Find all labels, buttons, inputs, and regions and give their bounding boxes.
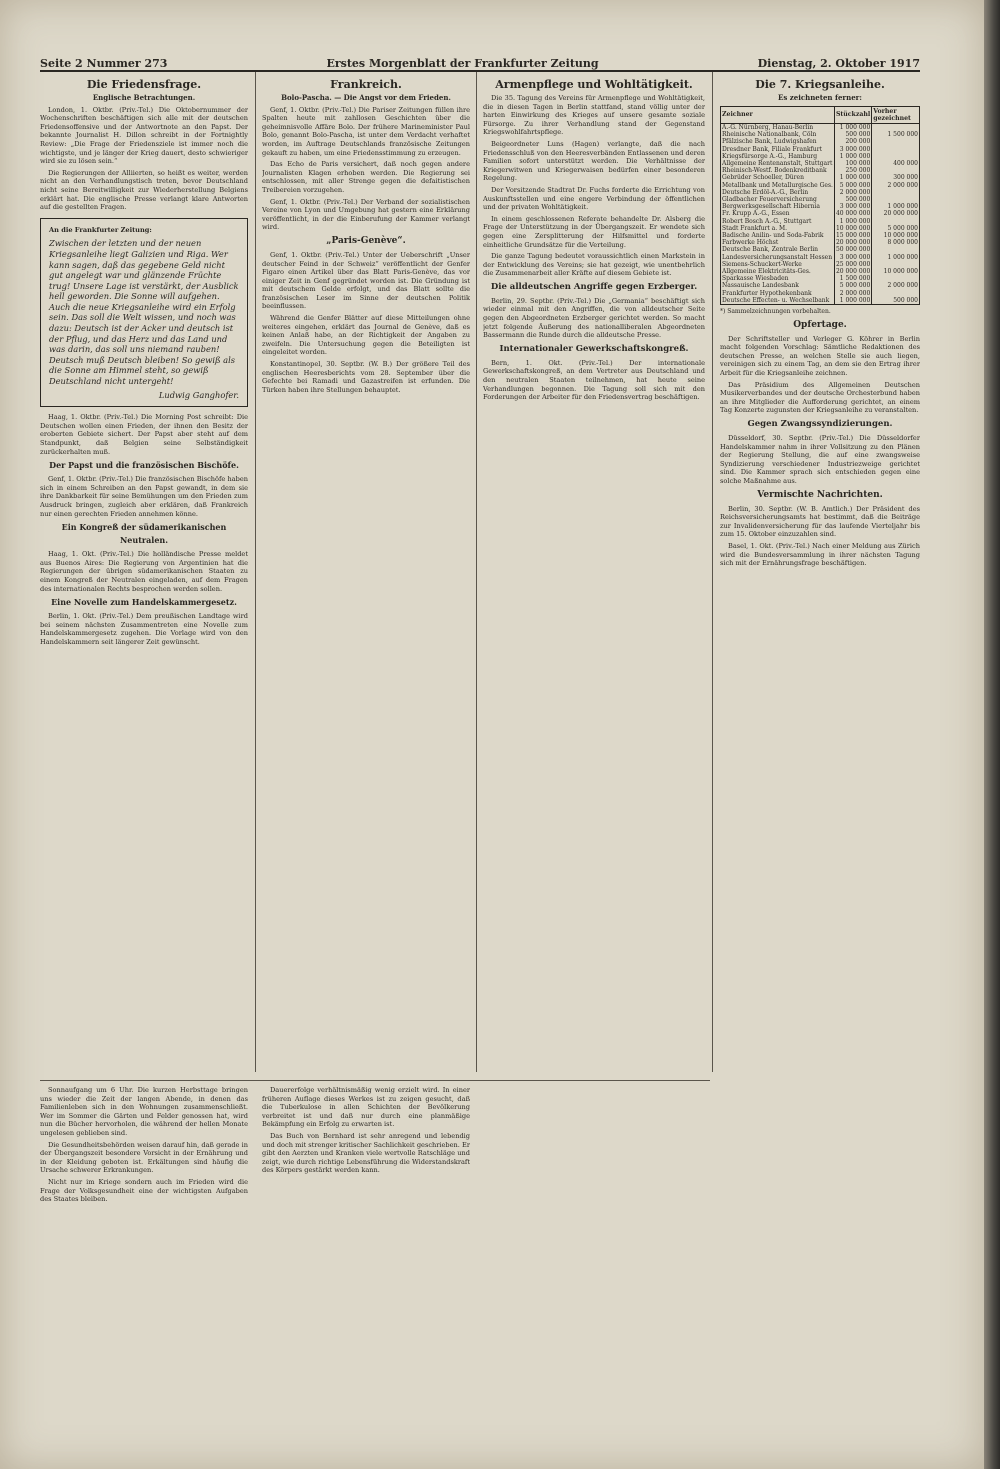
table-cell: Landesversicherungsanstalt Hessen bbox=[721, 254, 835, 261]
headline-zwangssyndizierungen: Gegen Zwangssyndizierungen. bbox=[747, 419, 893, 430]
subheadline-englische-betrachtungen: Englische Betrachtungen. bbox=[92, 93, 196, 102]
masthead bbox=[40, 50, 920, 72]
table-cell: 500 000 bbox=[872, 297, 920, 305]
table-cell bbox=[872, 124, 920, 132]
table-row bbox=[721, 254, 920, 261]
table-cell bbox=[872, 189, 920, 196]
table-cell: 15 000 000 bbox=[835, 232, 871, 240]
table-cell: 2 000 000 bbox=[834, 189, 871, 196]
column-rule bbox=[476, 72, 477, 1072]
table-row bbox=[721, 167, 920, 174]
table-cell: 10 000 000 bbox=[872, 232, 920, 239]
article-paragraph: Berlin, 1. Okt. (Priv.-Tel.) Dem preußischen Landtage wird bei seinem nächsten Zusammentreten eine Novelle zum Handelskammergesetz zugehen. Die Vorlage wird von den Handelskammern seit längerer Zeit gewünscht. bbox=[40, 612, 248, 646]
article-paragraph: Berlin, 30. Septbr. (W. B. Amtlich.) Der Präsident des Reichsversicherungsamts hat bestimmt, daß die Beiträge zur Invalidenversicherung für das laufende Vierteljahr bis zum 15. Oktober einzuzahlen sind. bbox=[720, 504, 920, 539]
table-cell bbox=[872, 196, 920, 203]
table-cell: Gladbacher Feuerversicherung bbox=[721, 196, 835, 203]
table-header-cell: Zeichner bbox=[721, 106, 835, 123]
article-paragraph: Die 35. Tagung des Vereins für Armenpflege und Wohltätigkeit, die in diesen Tagen in Berlin stattfand, stand völlig unter der harten Einwirkung des Krieges auf unsere gesamte soziale Fürsorge. Zu ihrer Verhandlung stand der Gegenstand Kriegswohlfahrtspflege. bbox=[483, 94, 705, 137]
table-cell: 1 500 000 bbox=[872, 131, 920, 138]
table-cell: 20 000 000 bbox=[872, 210, 920, 217]
article-paragraph: Die ganze Tagung bedeutet voraussichtlich einen Markstein in der Entwicklung des Vereins; sie hat gezeigt, wie unentbehrlich die Zusammenarbeit aller Kräfte auf diesem Gebiete ist. bbox=[483, 252, 705, 278]
article-paragraph: Genf, 1. Oktbr. (Priv.-Tel.) Die Pariser Zeitungen füllen ihre Spalten heute mit zahllosen Geschichten über die geheimnisvolle Affäre Bolo. Der frühere Marineminister Paul Bolo, genannt Bolo-Pascha, ist unter dem Verdacht verhaftet worden, im Auftrage Deutschlands französische Zeitungen gekauft zu haben, um eine Friedensstimmung zu erzeugen. bbox=[262, 105, 470, 157]
table-cell: Sparkasse Wiesbaden bbox=[721, 275, 835, 282]
table-row bbox=[721, 153, 920, 160]
table-cell: 2 000 000 bbox=[834, 290, 871, 297]
subheadline-es-zeichneten: Es zeichneten ferner: bbox=[778, 93, 862, 102]
table-row bbox=[721, 182, 920, 189]
article-paragraph: Berlin, 29. Septbr. (Priv.-Tel.) Die „Germania“ beschäftigt sich wieder einmal mit den Angriffen, die von alldeutscher Seite gegen den Abgeordneten Erzberger gerichtet werden. So macht jetzt folgende Äußerung des nationalliberalen Abgeordneten Bassermann die Runde durch die alldeutsche Presse. bbox=[483, 296, 705, 340]
table-cell bbox=[872, 246, 920, 253]
table-cell: Nassauische Landesbank bbox=[721, 282, 835, 289]
headline-papst-bischoefe: Der Papst und die französischen Bischöfe. bbox=[49, 460, 239, 471]
headline-friedensfrage: Die Friedensfrage. bbox=[86, 78, 202, 91]
page-edge bbox=[984, 0, 1000, 1469]
table-cell: Deutsche Bank, Zentrale Berlin bbox=[721, 246, 835, 253]
box-title: An die Frankfurter Zeitung: bbox=[49, 225, 152, 234]
table-row bbox=[721, 297, 920, 305]
table-cell: 300 000 bbox=[872, 174, 920, 181]
headline-handelskammergesetz: Eine Novelle zum Handelskammergesetz. bbox=[51, 597, 237, 608]
table-row bbox=[721, 232, 920, 239]
column-armenpflege bbox=[483, 76, 705, 1456]
table-cell: Frankfurter Hypothekenbank bbox=[721, 290, 835, 297]
headline-kriegsanleihe: Die 7. Kriegsanleihe. bbox=[755, 78, 885, 91]
table-cell: 5 000 000 bbox=[872, 225, 920, 232]
table-cell: 3 000 000 bbox=[834, 254, 871, 261]
column-friedensfrage bbox=[40, 76, 248, 1076]
column-frankreich bbox=[262, 76, 470, 1076]
table-cell bbox=[872, 218, 920, 225]
table-cell bbox=[872, 146, 920, 153]
table-cell: 250 000 bbox=[834, 167, 871, 174]
headline-frankreich: Frankreich. bbox=[330, 78, 402, 91]
article-paragraph: Während die Genfer Blätter auf diese Mitteilungen ohne weiteres eingehen, erklärt das Journal de Genève, daß es keinen Anlaß habe, an der Richtigkeit der Angaben zu zweifeln. Die Untersuchung gegen die Beteiligten ist eingeleitet worden. bbox=[262, 314, 470, 357]
article-paragraph: Die Gesundheitsbehörden weisen darauf hin, daß gerade in der Übergangszeit besondere Vorsicht in der Ernährung und in der Kleidung geboten ist. Erkältungen sind häufig die Ursache schwerer Erkrankungen. bbox=[40, 1140, 248, 1175]
article-paragraph: Genf, 1. Oktbr. (Priv.-Tel.) Der Verband der sozialistischen Vereine von Lyon und Umgebung hat gestern eine Erklärung veröffentlicht, in der die Einberufung der Kammer verlangt wird. bbox=[262, 197, 470, 232]
table-row bbox=[721, 146, 920, 153]
table-cell: Kriegsfürsorge A.-G., Hamburg bbox=[721, 153, 835, 160]
article-paragraph: Basel, 1. Okt. (Priv.-Tel.) Nach einer Meldung aus Zürich wird die Bundesversammlung in ihrer nächsten Tagung sich mit der Ernährungsfrage beschäftigen. bbox=[720, 541, 920, 568]
table-cell: Deutsche Effecten- u. Wechselbank bbox=[721, 297, 835, 305]
subscription-table bbox=[720, 106, 920, 305]
table-cell: Allgemeine Rentenanstalt, Stuttgart bbox=[721, 160, 835, 167]
table-cell: 2 000 000 bbox=[872, 182, 920, 189]
article-paragraph: Haag, 1. Okt. (Priv.-Tel.) Die holländische Presse meldet aus Buenos Aires: Die Regierung von Argentinien hat die Regierungen der übrigen südamerikanischen Staaten zu einem Kongreß der Neutralen eingeladen, auf dem Fragen des internationalen Rechts besprochen werden sollen. bbox=[40, 550, 248, 593]
table-row bbox=[721, 203, 920, 210]
table-cell: Stadt Frankfurt a. M. bbox=[721, 225, 835, 232]
table-cell bbox=[872, 138, 920, 145]
table-cell: 1 000 000 bbox=[834, 153, 871, 160]
table-cell: 5 000 000 bbox=[834, 282, 871, 289]
table-row bbox=[721, 268, 920, 275]
table-cell: 500 000 bbox=[834, 131, 871, 138]
ganghofer-poem-box bbox=[40, 218, 248, 408]
article-paragraph: Das Buch von Bernhard ist sehr anregend und lebendig und doch mit strenger kritischer Sachlichkeit geschrieben. Er gibt den Aerzten und Kranken viele wertvolle Ratschläge und zeigt, wie durch richtige Lebensführung die Widerstandskraft des Körpers gestärkt werden kann. bbox=[262, 1131, 470, 1175]
table-cell: Allgemeine Elektricitäts-Ges. bbox=[721, 268, 835, 275]
table-row bbox=[721, 174, 920, 181]
article-paragraph: Genf, 1. Oktbr. (Priv.-Tel.) Die französischen Bischöfe haben sich in einem Schreiben an den Papst gewandt, in dem sie ihre Dankbarkeit für seine Bemühungen um den Frieden zum Ausdruck bringen, zugleich aber erklären, daß Frankreich nur einen gerechten Frieden annehmen könne. bbox=[40, 475, 248, 518]
table-cell bbox=[872, 153, 920, 160]
table-cell: 1 000 000 bbox=[872, 254, 920, 261]
article-paragraph: Das Präsidium des Allgemeinen Deutschen Musikerverbandes und der deutsche Orchesterbund haben an ihre Mitglieder die Aufforderung gerichtet, an einem Tag Konzerte zugunsten der Kriegsanleihe zu veranstalten. bbox=[720, 380, 920, 415]
headline-kongress-neutralen: Ein Kongreß der südamerikanischen Neutralen. bbox=[61, 522, 227, 546]
article-paragraph: Düsseldorf, 30. Septbr. (Priv.-Tel.) Die Düsseldorfer Handelskammer nahm in ihrer Vollsitzung zu den Plänen der Regierung Stellung, die auf eine zwangsweise Syndizierung verschiedener Industriezweige gerichtet sind. Die Kammer sprach sich entschieden gegen eine solche Maßnahme aus. bbox=[720, 434, 920, 485]
table-cell: 20 000 000 bbox=[835, 239, 871, 247]
headline-gewerkschaftskongress: Internationaler Gewerkschaftskongreß. bbox=[499, 343, 689, 354]
table-cell: 3 000 000 bbox=[834, 146, 871, 153]
table-row bbox=[721, 282, 920, 289]
table-cell: Bergwerksgesellschaft Hibernia bbox=[721, 203, 835, 210]
table-row bbox=[721, 290, 920, 297]
table-row bbox=[721, 124, 920, 132]
table-cell bbox=[872, 290, 920, 297]
table-cell bbox=[872, 167, 920, 174]
table-cell: 1 000 000 bbox=[834, 174, 871, 181]
table-row bbox=[721, 225, 920, 232]
headline-vermischte-nachrichten: Vermischte Nachrichten. bbox=[757, 489, 883, 500]
article-paragraph: In einem geschlossenen Referate behandelte Dr. Alsberg die Frage der Unterstützung in der Übergangszeit. Er wendete sich gegen eine Zersplitterung der Hilfsmittel und forderte einheitliche Grundsätze für die Verteilung. bbox=[483, 214, 705, 249]
table-cell: 100 000 bbox=[834, 160, 871, 167]
box-poem-text: Zwischen der letzten und der neuen Kriegsanleihe liegt Galizien und Riga. Wer kann sagen, daß das gegebene Geld nicht gut angelegt war und glänzende Früchte trug! Unsere Lage ist verstärkt, der Ausblick hell geworden. Die Sonne will aufgehen. Auch die neue Kriegsanleihe wird ein Erfolg sein. Das soll die Welt wissen, und noch was dazu: Deutsch ist der Acker und deutsch ist der Pflug, und das Herz und das Land und was darin, das soll uns niemand rauben! Deutsch muß Deutsch bleiben! So gewiß als die Sonne am Himmel steht, so gewiß Deutschland nicht untergeht! bbox=[49, 238, 239, 387]
table-cell: Deutsche Erdöl-A.-G., Berlin bbox=[721, 189, 835, 196]
table-row bbox=[721, 246, 920, 253]
column-kriegsanleihe bbox=[720, 76, 920, 1456]
table-cell: Gebrüder Schoeller, Düren bbox=[721, 174, 835, 181]
table-header-cell: Stückzahl bbox=[834, 106, 871, 123]
article-paragraph: London, 1. Oktbr. (Priv.-Tel.) Die Oktobernummer der Wochenschriften beschäftigen sich alle mit der deutschen Friedensoffensive und der Antwortnote an den Papst. Der bekannte Journalist H. Dillon schreibt in der Fortnightly Review: „Die Frage der Friedensziele ist immer noch die wichtigste, und je länger der Krieg dauert, desto schwieriger wird sie zu lösen sein.“ bbox=[40, 105, 248, 166]
table-cell: A.-G. Nürnberg, Hanau-Berlin bbox=[721, 124, 835, 132]
article-paragraph: Die Regierungen der Alliierten, so heißt es weiter, werden nicht an den Verhandlungstisch treten, bevor Deutschland nicht seine Bereitwilligkeit zur Wiederherstellung Belgiens erklärt hat. Die englische Presse verlangt klare Antworten auf die gestellten Fragen. bbox=[40, 168, 248, 212]
table-row bbox=[721, 131, 920, 138]
table-row bbox=[721, 138, 920, 145]
column-rule bbox=[712, 72, 713, 1072]
table-cell: 1 000 000 bbox=[872, 203, 920, 210]
table-cell: 500 000 bbox=[834, 196, 871, 203]
table-row bbox=[721, 196, 920, 203]
article-paragraph: Dauererfolge verhältnismäßig wenig erzielt wird. In einer früheren Auflage dieses Werkes ist zu zeigen gesucht, daß die Tuberkulose in allen Schichten der Bevölkerung verbreitet ist und daß nur durch eine planmäßige Bekämpfung ein Erfolg zu erwarten ist. bbox=[262, 1086, 470, 1129]
table-row bbox=[721, 261, 920, 268]
table-header-cell: Vorher gezeichnet bbox=[872, 106, 920, 123]
table-row bbox=[721, 275, 920, 282]
article-paragraph: Sonnaufgang um 6 Uhr. Die kurzen Herbsttage bringen uns wieder die Zeit der langen Abende, in denen das Familienleben sich in den Wohnungen zusammenschließt. Wer im Sommer die Gärten und Felder genossen hat, wird nun die Bücher hervorholen, die während der hellen Monate ungelesen geblieben sind. bbox=[40, 1086, 248, 1137]
article-paragraph: Nicht nur im Kriege sondern auch im Frieden wird die Frage der Volksgesundheit eine der wichtigsten Aufgaben des Staates bleiben. bbox=[40, 1177, 248, 1204]
table-cell: Badische Anilin- und Soda-Fabrik bbox=[721, 232, 835, 239]
box-author: Ludwig Ganghofer. bbox=[158, 389, 239, 400]
table-cell: 1 000 000 bbox=[834, 124, 871, 132]
table-cell: 25 000 000 bbox=[835, 260, 871, 268]
table-cell bbox=[872, 261, 920, 268]
table-cell: Rheinische Nationalbank, Cöln bbox=[721, 131, 835, 138]
table-cell: 3 000 000 bbox=[834, 203, 871, 210]
article-paragraph: Konstantinopel, 30. Septbr. (W. B.) Der größere Teil des englischen Heeresberichts vom 28. September über die Gefechte bei Ramadi und Gazastreifen ist erfunden. Die Türken haben ihre Stellungen behauptet. bbox=[262, 360, 470, 394]
table-cell: Pfälzische Bank, Ludwigshafen bbox=[721, 138, 835, 145]
table-cell: 8 000 000 bbox=[872, 239, 920, 246]
table-cell bbox=[872, 275, 920, 282]
table-row bbox=[721, 189, 920, 196]
masthead-date: Dienstag, 2. Oktober 1917 bbox=[757, 57, 920, 70]
table-row bbox=[721, 210, 920, 217]
article-paragraph: Der Schriftsteller und Verleger G. Köhrer in Berlin macht folgenden Vorschlag: Sämtliche Redaktionen des deutschen Presse, an welchen Stelle sie auch liegen, vereinigen sich zu einem Tag, an dem sie den Ertrag ihrer Arbeit für die Kriegsanleihe zeichnen. bbox=[720, 334, 920, 378]
table-cell: Fr. Krupp A.-G., Essen bbox=[721, 210, 835, 217]
article-paragraph: Haag, 1. Oktbr. (Priv.-Tel.) Die Morning Post schreibt: Die Deutschen wollen einen Frieden, der ihnen den Besitz der eroberten Gebiete sichert. Der Papst aber steht auf dem Standpunkt, daß Belgien seine Selbständigkeit zurückerhalten muß. bbox=[40, 413, 248, 456]
article-paragraph: Das Echo de Paris versichert, daß noch gegen andere Journalisten Klagen erhoben werden. Die Regierung sei entschlossen, mit aller Strenge gegen die defaitistischen Treibereien vorzugehen. bbox=[262, 160, 470, 194]
masthead-title: Erstes Morgenblatt der Frankfurter Zeitung bbox=[326, 57, 599, 70]
table-cell: Robert Bosch A.-G., Stuttgart bbox=[721, 218, 835, 225]
article-paragraph: Der Vorsitzende Stadtrat Dr. Fuchs forderte die Errichtung von Auskunftsstellen und eine engere Verbindung der öffentlichen und der privaten Wohltätigkeit. bbox=[483, 185, 705, 212]
article-paragraph: Genf, 1. Oktbr. (Priv.-Tel.) Unter der Ueberschrift „Unser deutscher Feind in der Schweiz“ veröffentlicht der Genfer Figaro einen Artikel über das Blatt Paris-Genève, das vor einiger Zeit in Genf gegründet worden ist. Die Gründung ist mit deutschem Gelde erfolgt, und das Blatt sollte die französischen Leser im Sinne der deutschen Politik beeinflussen. bbox=[262, 250, 470, 311]
column-rule bbox=[255, 72, 256, 1072]
table-cell: Siemens-Schuckert-Werke bbox=[721, 261, 835, 268]
table-cell: 200 000 bbox=[834, 138, 871, 145]
headline-erzberger: Die alldeutschen Angriffe gegen Erzberger. bbox=[490, 281, 698, 292]
table-cell: Dresdner Bank, Filiale Frankfurt bbox=[721, 146, 835, 153]
table-cell: Metallbank und Metallurgische Ges. bbox=[722, 181, 833, 189]
table-cell: 5 000 000 bbox=[834, 182, 871, 189]
table-cell: Rheinisch-Westf. Bodenkreditbank bbox=[721, 167, 835, 174]
table-cell: Farbwerke Höchst bbox=[721, 239, 835, 246]
table-cell: 20 000 000 bbox=[835, 268, 871, 276]
article-paragraph: Bern, 1. Okt. (Priv.-Tel.) Der internationale Gewerkschaftskongreß, an dem Vertreter aus Deutschland und den neutralen Staaten teilnehmen, hat heute seine Verhandlungen begonnen. Die Tagung soll sich mit den Forderungen der Arbeiter für den Friedensvertrag beschäftigen. bbox=[483, 358, 705, 402]
table-row bbox=[721, 239, 920, 246]
masthead-page-number: Seite 2 Nummer 273 bbox=[40, 57, 168, 70]
headline-armenpflege: Armenpflege und Wohltätigkeit. bbox=[495, 78, 693, 91]
table-cell: 40 000 000 bbox=[835, 210, 871, 218]
table-cell: 2 000 000 bbox=[872, 282, 920, 289]
table-row bbox=[721, 218, 920, 225]
table-cell: 1 000 000 bbox=[834, 297, 871, 305]
feuilleton-left bbox=[40, 1086, 248, 1456]
table-cell: 1 000 000 bbox=[834, 218, 871, 225]
table-row bbox=[721, 160, 920, 167]
subheadline-bolo-pascha: Bolo-Pascha. — Die Angst vor dem Frieden. bbox=[281, 93, 451, 102]
table-cell: 50 000 000 bbox=[835, 246, 871, 254]
headline-opfertage: Opfertage. bbox=[793, 319, 847, 330]
table-cell: 10 000 000 bbox=[835, 224, 871, 232]
article-paragraph: Beigeordneter Luns (Hagen) verlangte, daß die nach Friedensschluß von den Heeresverbänden Entlassenen und deren Familien sofort unterstützt werden. Die Verhältnisse der Kriegerwitwen und Kriegerwaisen bedürfen einer besonderen Regelung. bbox=[483, 139, 705, 183]
table-cell: 1 500 000 bbox=[834, 275, 871, 282]
table-footnote: *) Sammelzeichnungen vorbehalten. bbox=[720, 308, 831, 316]
table-cell: 400 000 bbox=[872, 160, 920, 167]
headline-paris-geneve: „Paris-Genève“. bbox=[326, 235, 406, 246]
feuilleton-middle bbox=[262, 1086, 470, 1456]
table-cell: 10 000 000 bbox=[872, 268, 920, 275]
